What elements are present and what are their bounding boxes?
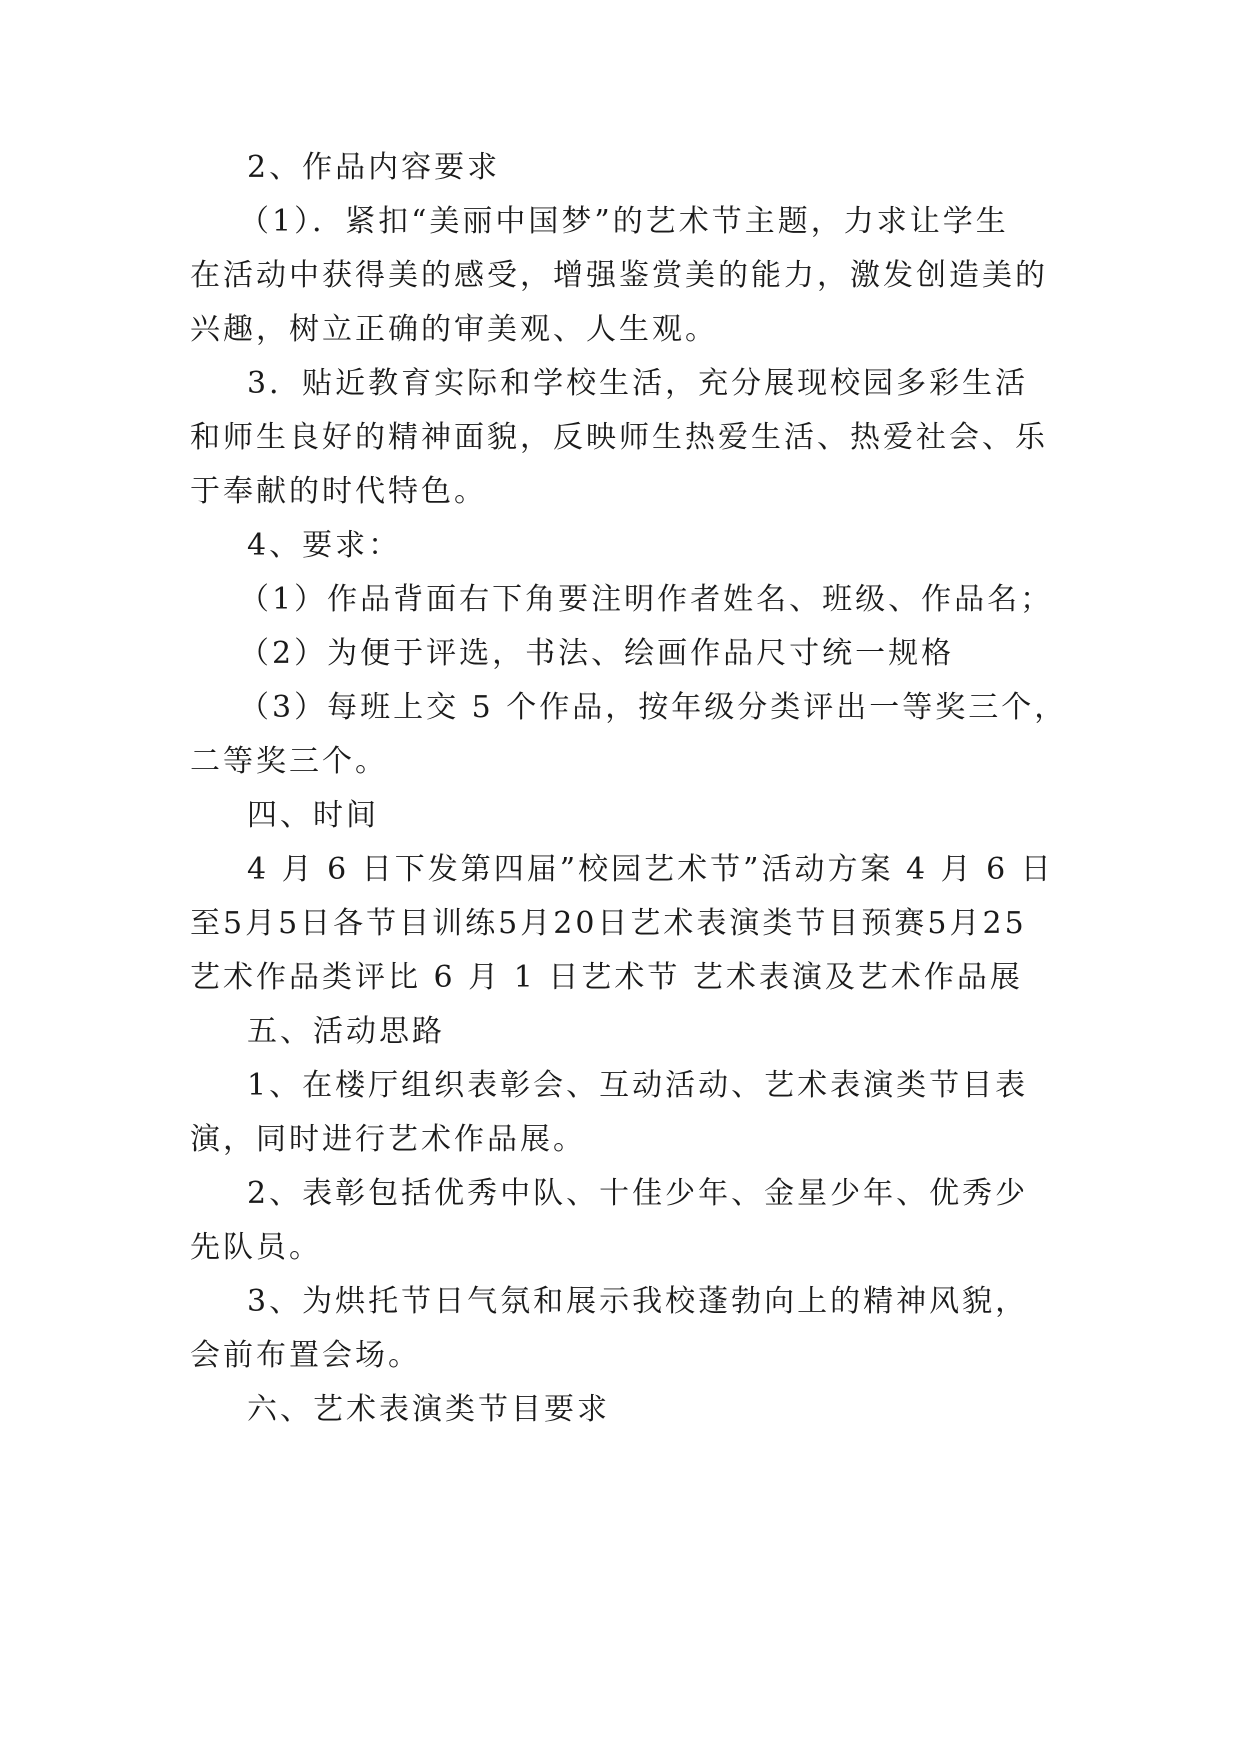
text-line: 3．贴近教育实际和学校生活，充分展现校园多彩生活 xyxy=(247,366,1029,401)
text-line: （1）．紧扣“美丽中国梦”的艺术节主题，力求让学生 xyxy=(239,204,1009,239)
text-line: 二等奖三个。 xyxy=(190,744,388,779)
text-line: （2）为便于评选，书法、绘画作品尺寸统一规格 xyxy=(239,636,955,671)
text-line: 2、表彰包括优秀中队、十佳少年、金星少年、优秀少 xyxy=(247,1176,1029,1211)
text-line: 四、时间 xyxy=(247,798,379,833)
text-line: 至5月5日各节目训练5月20日艺术表演类节目预赛5月25 xyxy=(190,906,1027,941)
text-line: 4 月 6 日下发第四届”校园艺术节”活动方案 4 月 6 日 xyxy=(247,852,1054,887)
text-line: 艺术作品类评比 6 月 1 日艺术节 艺术表演及艺术作品展 xyxy=(190,960,1023,995)
text-line: 在活动中获得美的感受，增强鉴赏美的能力，激发创造美的 xyxy=(190,258,1048,293)
text-line: 兴趣，树立正确的审美观、人生观。 xyxy=(190,312,718,347)
text-line: 3、为烘托节日气氛和展示我校蓬勃向上的精神风貌， xyxy=(247,1284,1029,1319)
text-line: 先队员。 xyxy=(190,1230,322,1265)
text-line: 2、作品内容要求 xyxy=(247,150,501,185)
text-line: 演，同时进行艺术作品展。 xyxy=(190,1122,586,1157)
text-line: 五、活动思路 xyxy=(247,1014,445,1049)
text-line: （3）每班上交 5 个作品，按年级分类评出一等奖三个， xyxy=(239,690,1068,725)
text-line: 于奉献的时代特色。 xyxy=(190,474,487,509)
text-line: 4、要求： xyxy=(247,528,402,563)
text-line: 六、艺术表演类节目要求 xyxy=(247,1392,610,1427)
text-line: 和师生良好的精神面貌，反映师生热爱生活、热爱社会、乐 xyxy=(190,420,1048,455)
text-line: （1）作品背面右下角要注明作者姓名、班级、作品名； xyxy=(239,582,1054,617)
text-line: 会前布置会场。 xyxy=(190,1338,421,1373)
text-line: 1、在楼厅组织表彰会、互动活动、艺术表演类节目表 xyxy=(247,1068,1029,1103)
